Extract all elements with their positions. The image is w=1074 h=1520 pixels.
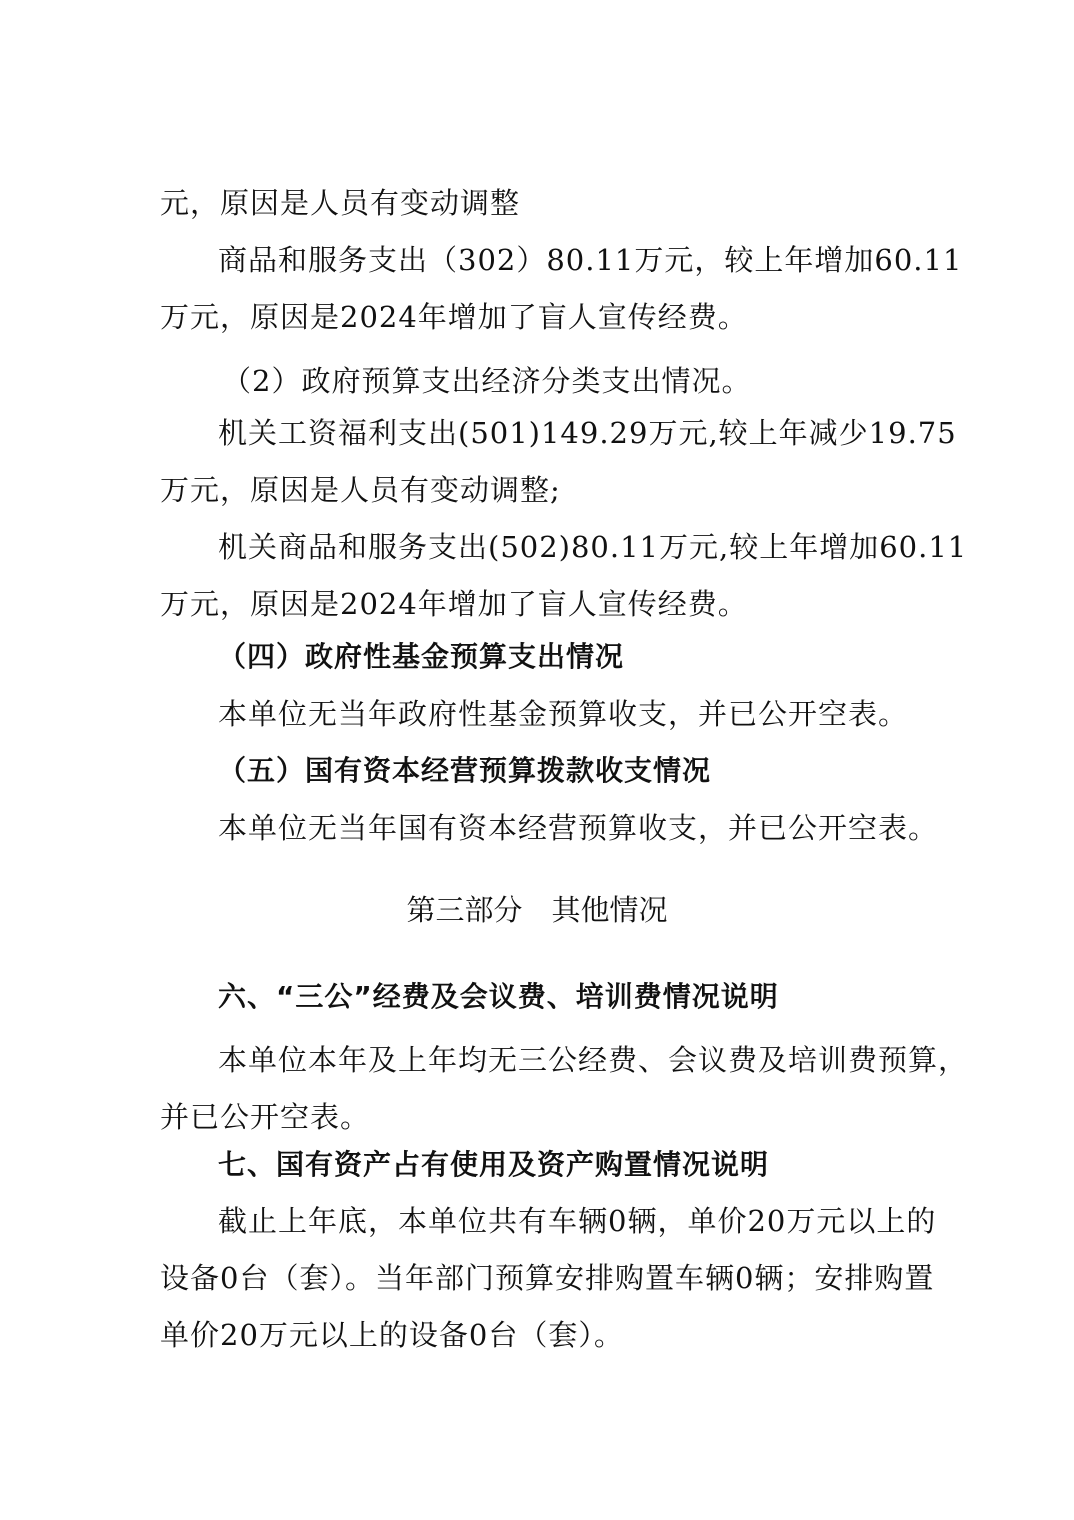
section-heading: 六、“三公”经费及会议费、培训费情况说明	[218, 980, 779, 1013]
paragraph-line: 本单位无当年政府性基金预算收支，并已公开空表。	[218, 697, 909, 731]
paragraph-line: 万元，原因是2024年增加了盲人宣传经费。	[160, 300, 748, 334]
paragraph-line: 万元，原因是2024年增加了盲人宣传经费。	[160, 587, 748, 621]
paragraph-line: 机关商品和服务支出(502)80.11万元,较上年增加60.11	[218, 530, 968, 564]
paragraph-line: 万元，原因是人员有变动调整;	[160, 473, 561, 507]
paragraph-line: 元，原因是人员有变动调整	[160, 186, 521, 220]
section-heading: 七、国有资产占有使用及资产购置情况说明	[218, 1148, 770, 1181]
paragraph-line: 并已公开空表。	[160, 1100, 371, 1134]
paragraph-line: 商品和服务支出（302）80.11万元，较上年增加60.11	[218, 243, 963, 277]
paragraph-line: 设备0台（套）。当年部门预算安排购置车辆0辆；安排购置	[160, 1261, 935, 1295]
section-heading: （五）国有资本经营预算拨款收支情况	[218, 754, 712, 787]
paragraph-line: 本单位无当年国有资本经营预算收支，并已公开空表。	[218, 811, 939, 845]
section-heading: （四）政府性基金预算支出情况	[218, 640, 625, 673]
paragraph-line: 单价20万元以上的设备0台（套）。	[160, 1318, 624, 1352]
subsection-heading: （2）政府预算支出经济分类支出情况。	[222, 364, 752, 398]
paragraph-line: 机关工资福利支出(501)149.29万元,较上年减少19.75	[218, 416, 957, 450]
part-title: 第三部分 其他情况	[406, 893, 668, 927]
paragraph-line: 本单位本年及上年均无三公经费、会议费及培训费预算，	[218, 1043, 969, 1077]
paragraph-line: 截止上年底，本单位共有车辆0辆，单价20万元以上的	[218, 1204, 937, 1238]
